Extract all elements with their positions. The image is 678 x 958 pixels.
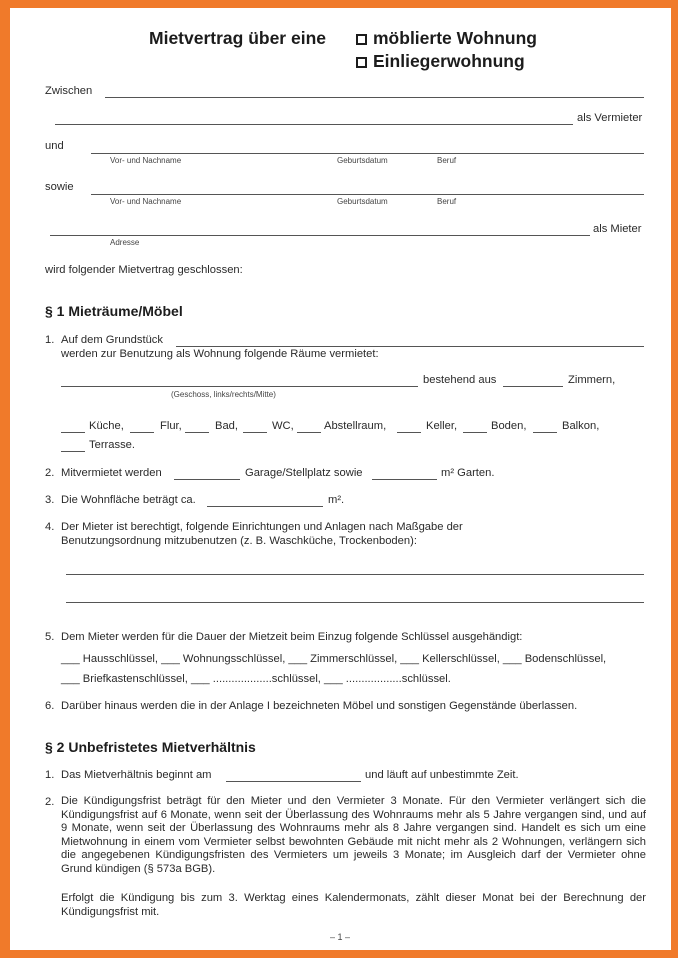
caption-job: Beruf (437, 156, 457, 165)
checkbox-granny-flat-icon[interactable] (356, 57, 367, 68)
property-field[interactable] (176, 346, 644, 347)
s1-item1-text-b: werden zur Benutzung als Wohnung folgende Räume vermietet: (61, 348, 379, 360)
hall-count-field[interactable] (130, 432, 154, 433)
option-granny-flat[interactable] (356, 51, 525, 72)
s1-item2-text-b: Garage/Stellplatz sowie (245, 467, 363, 479)
s1-item4-num: 4. (45, 521, 55, 533)
s1-item5-text-a: Dem Mieter werden für die Dauer der Mietzeit beim Einzug folgende Schlüssel ausgehändigt: (61, 631, 523, 643)
facilities-field-1[interactable] (66, 574, 644, 575)
s1-item2-text-c: m² Garten. (441, 467, 495, 479)
s1-item3-num: 3. (45, 494, 55, 506)
s1-item4-text-b: Benutzungsordnung mitzubenutzen (z. B. Waschküche, Trockenboden): (61, 535, 417, 547)
room-bath: Bad, (215, 420, 239, 432)
s2-item2-paragraph-2: Erfolgt die Kündigung bis zum 3. Werktag eines Kalendermonats, zählt dieser Monat bei der Berechnung der Kündigungsfrist mit. (61, 892, 646, 918)
s2-item1-num: 1. (45, 769, 55, 781)
room-terrace: Terrasse. (89, 439, 136, 451)
s1-item3-text-b: m². (328, 494, 345, 506)
balcony-count-field[interactable] (533, 432, 557, 433)
room-storage: Abstellraum, (324, 420, 387, 432)
s1-item1-text-a: Auf dem Grundstück (61, 334, 163, 346)
terrace-count-field[interactable] (61, 451, 85, 452)
garage-field[interactable] (174, 479, 240, 480)
keys-line-1[interactable]: ___ Hausschlüssel, ___ Wohnungsschlüssel, ___ Zimmerschlüssel, ___ Kellerschlüssel, ___ Bodenschlüssel, (61, 653, 607, 665)
s1-item1-text-c: bestehend aus (423, 374, 497, 386)
caption-floor: (Geschoss, links/rechts/Mitte) (171, 390, 276, 399)
room-balcony: Balkon, (562, 420, 600, 432)
s2-item2-num: 2. (45, 796, 55, 808)
wc-count-field[interactable] (243, 432, 267, 433)
s1-item2-num: 2. (45, 467, 55, 479)
caption-job-2: Beruf (437, 197, 457, 206)
tenant-address-field[interactable] (50, 235, 590, 236)
label-as-landlord: als Vermieter (577, 112, 643, 124)
bath-count-field[interactable] (185, 432, 209, 433)
section1-heading: § 1 Mieträume/Möbel (45, 303, 183, 319)
s1-item5-num: 5. (45, 631, 55, 643)
s1-item3-text-a: Die Wohnfläche beträgt ca. (61, 494, 196, 506)
start-date-field[interactable] (226, 781, 361, 782)
storage-count-field[interactable] (297, 432, 321, 433)
landlord-name-field[interactable] (105, 97, 644, 98)
landlord-address-field[interactable] (55, 124, 573, 125)
living-area-field[interactable] (207, 506, 323, 507)
option-furnished[interactable] (356, 28, 537, 49)
contract-title: Mietvertrag über eine (149, 28, 326, 48)
caption-name: Vor- und Nachname (110, 156, 182, 165)
section2-heading: § 2 Unbefristetes Mietverhältnis (45, 739, 256, 755)
label-and: und (45, 140, 64, 152)
tenant2-field[interactable] (91, 194, 644, 195)
room-cellar: Keller, (426, 420, 458, 432)
s1-item4-text-a: Der Mieter ist berechtigt, folgende Einrichtungen und Anlagen nach Maßgabe der (61, 521, 463, 533)
s1-item1-text-d: Zimmern, (568, 374, 616, 386)
s2-item1-text-b: und läuft auf unbestimmte Zeit. (365, 769, 519, 781)
caption-birthdate-2: Geburtsdatum (337, 197, 388, 206)
room-attic: Boden, (491, 420, 527, 432)
s1-item6-num: 6. (45, 700, 55, 712)
attic-count-field[interactable] (463, 432, 487, 433)
tenant1-field[interactable] (91, 153, 644, 154)
s2-item1-text-a: Das Mietverhältnis beginnt am (61, 769, 212, 781)
closing-text: wird folgender Mietvertrag geschlossen: (45, 264, 243, 276)
room-wc: WC, (272, 420, 294, 432)
caption-address: Adresse (110, 238, 140, 247)
s1-item2-text-a: Mitvermietet werden (61, 467, 162, 479)
label-between: Zwischen (45, 85, 93, 97)
floor-field[interactable] (61, 386, 418, 387)
s1-item1-num: 1. (45, 334, 55, 346)
s1-item6-text: Darüber hinaus werden die in der Anlage I bezeichneten Möbel und sonstigen Gegenstände überlassen. (61, 700, 578, 712)
label-as-well: sowie (45, 181, 74, 193)
cellar-count-field[interactable] (397, 432, 421, 433)
caption-name-2: Vor- und Nachname (110, 197, 182, 206)
caption-birthdate: Geburtsdatum (337, 156, 388, 165)
room-count-field[interactable] (503, 386, 563, 387)
page-number: – 1 – (330, 932, 351, 942)
facilities-field-2[interactable] (66, 602, 644, 603)
room-kitchen: Küche, (89, 420, 124, 432)
option-granny-flat-label: Einliegerwohnung (373, 51, 525, 71)
checkbox-furnished-icon[interactable] (356, 34, 367, 45)
garden-size-field[interactable] (372, 479, 437, 480)
option-furnished-label: möblierte Wohnung (373, 28, 537, 48)
label-as-tenant: als Mieter (593, 223, 642, 235)
contract-page (10, 8, 671, 950)
s2-item2-paragraph: Die Kündigungsfrist beträgt für den Mieter und den Vermieter 3 Monate. Für den Vermieter verlängert sich die Kündigungsfrist auf 6 Monate, wenn seit der Überlassung des Wohnraums mehr als 5 Jahre vergangen sind, und auf 9 Monate, wenn seit der Überlassung des Wohnraums mehr als 8 Jahre vergangen sind. Handelt es sich um eine Mietwohnung in einem vom Vermieter selbst bewohnten Gebäude mit nicht mehr als 2 Wohnungen, verlängern sich die angegebenen Kündigungsfristen des Vermieters um jeweils 3 Monate; im Ausgleich darf der Vermieter ohne Grund kündigen (§ 573a BGB). (61, 795, 646, 875)
kitchen-count-field[interactable] (61, 432, 85, 433)
room-hall: Flur, (160, 420, 182, 432)
keys-line-2[interactable]: ___ Briefkastenschlüssel, ___ ...................schlüssel, ___ ..................schlüssel. (61, 673, 451, 685)
